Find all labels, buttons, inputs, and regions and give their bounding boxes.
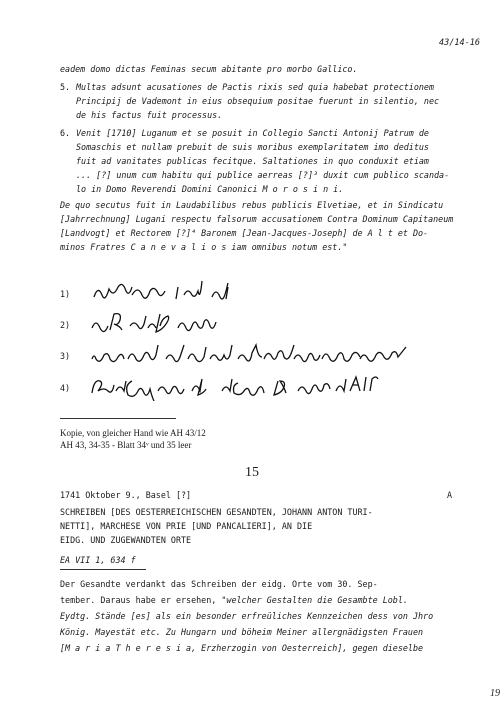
body-line: König. Mayestät etc. Zu Hungarn und böheim Meiner allergnädigsten Frauen — [60, 627, 424, 637]
body-line: Eydtg. Stände [es] als ein besonder erfreüliches Kennzeichen dess von Jhro — [60, 611, 434, 621]
text-line: fuit ad vanitates publicas fecitque. Saltationes in quo conduxit etiam — [76, 156, 429, 166]
text-line: Principij de Vademont in eius obsequium positae fuerunt in silentio, nec — [76, 96, 440, 106]
section-rule — [60, 569, 146, 570]
footnote-number: 3) — [60, 351, 71, 361]
text-line: eadem domo dictas Feminas secum abitante pro morbo Gallico. — [60, 64, 358, 74]
item-number: 6. — [60, 128, 71, 138]
body-line: Der Gesandte verdankt das Schreiben der eidg. Orte vom 30. Sep- — [60, 579, 378, 589]
footnote-number: 2) — [60, 320, 71, 330]
text-line: [Jahrrechnung] Lugani respectu falsorum accusationem Contra Dominum Capitaneum — [60, 214, 454, 224]
reference: EA VII 1, 634 f — [60, 555, 136, 565]
text-line: minos Fratres C a n e v a l i o s iam omnibus notum est." — [60, 242, 348, 252]
date-line: 1741 Oktober 9., Basel [?] — [60, 490, 192, 500]
footnote-rule — [60, 418, 176, 419]
text-line: Multas adsunt acusationes de Pactis rixis sed quia habebat protectionem — [76, 82, 434, 92]
body-line: [M a r i a T h e r e s i a, Erzherzogin von Oesterreich], gegen dieselbe — [60, 643, 424, 653]
text-line: lo in Domo Reverendi Domini Canonici M o r o s i n i. — [76, 184, 344, 194]
handwriting-image — [88, 341, 504, 369]
heading-line: NETTI], MARCHESE VON PRIE [UND PANCALIERI], AN DIE — [60, 521, 313, 531]
quote-text: "welcher Gestalten die Gesambte Lobl. — [221, 595, 408, 605]
handwriting-image — [88, 279, 318, 305]
heading-line: EIDG. UND ZUGEWANDTEN ORTE — [60, 535, 192, 545]
text-line: Venit [1710] Luganum et se posuit in Collegio Sancti Antonij Patrum de — [76, 128, 429, 138]
handwriting-image — [88, 310, 318, 336]
text-line: ... [?] unum cum habitu qui publice aerreas [?]³ duxit cum publico scanda- — [76, 170, 450, 180]
date-letter: A — [446, 490, 452, 500]
source-note-line: Kopie, von gleicher Hand wie AH 43/12 — [60, 428, 206, 438]
text-line: [Landvogt] et Rectorem [?]⁴ Baronem [Jean-Jacques-Joseph] de A l t et Do- — [60, 228, 429, 238]
document-number: 15 — [245, 465, 259, 480]
footnote-number: 4) — [60, 383, 71, 393]
body-text: tember. Daraus habe er ersehen, — [60, 595, 222, 605]
text-line: de his factus fuit processus. — [76, 110, 223, 120]
footnote-number: 1) — [60, 289, 71, 299]
page-number: 43/14-16 — [439, 38, 480, 48]
text-line: Somaschis et nullam prebuit de suis moribus exemplaritatem imo deditus — [76, 142, 429, 152]
handwriting-image — [88, 373, 388, 401]
text-line: De quo secutus fuit in Laudabilibus rebus publicis Elvetiae, et in Sindicatu — [60, 200, 444, 210]
corner-mark: 19 — [490, 688, 500, 699]
item-number: 5. — [60, 82, 71, 92]
body-line — [60, 595, 408, 605]
source-note-line: AH 43, 34-35 - Blatt 34ᵛ und 35 leer — [60, 440, 192, 450]
heading-line: SCHREIBEN [DES OESTERREICHISCHEN GESANDTEN, JOHANN ANTON TURI- — [60, 507, 373, 517]
